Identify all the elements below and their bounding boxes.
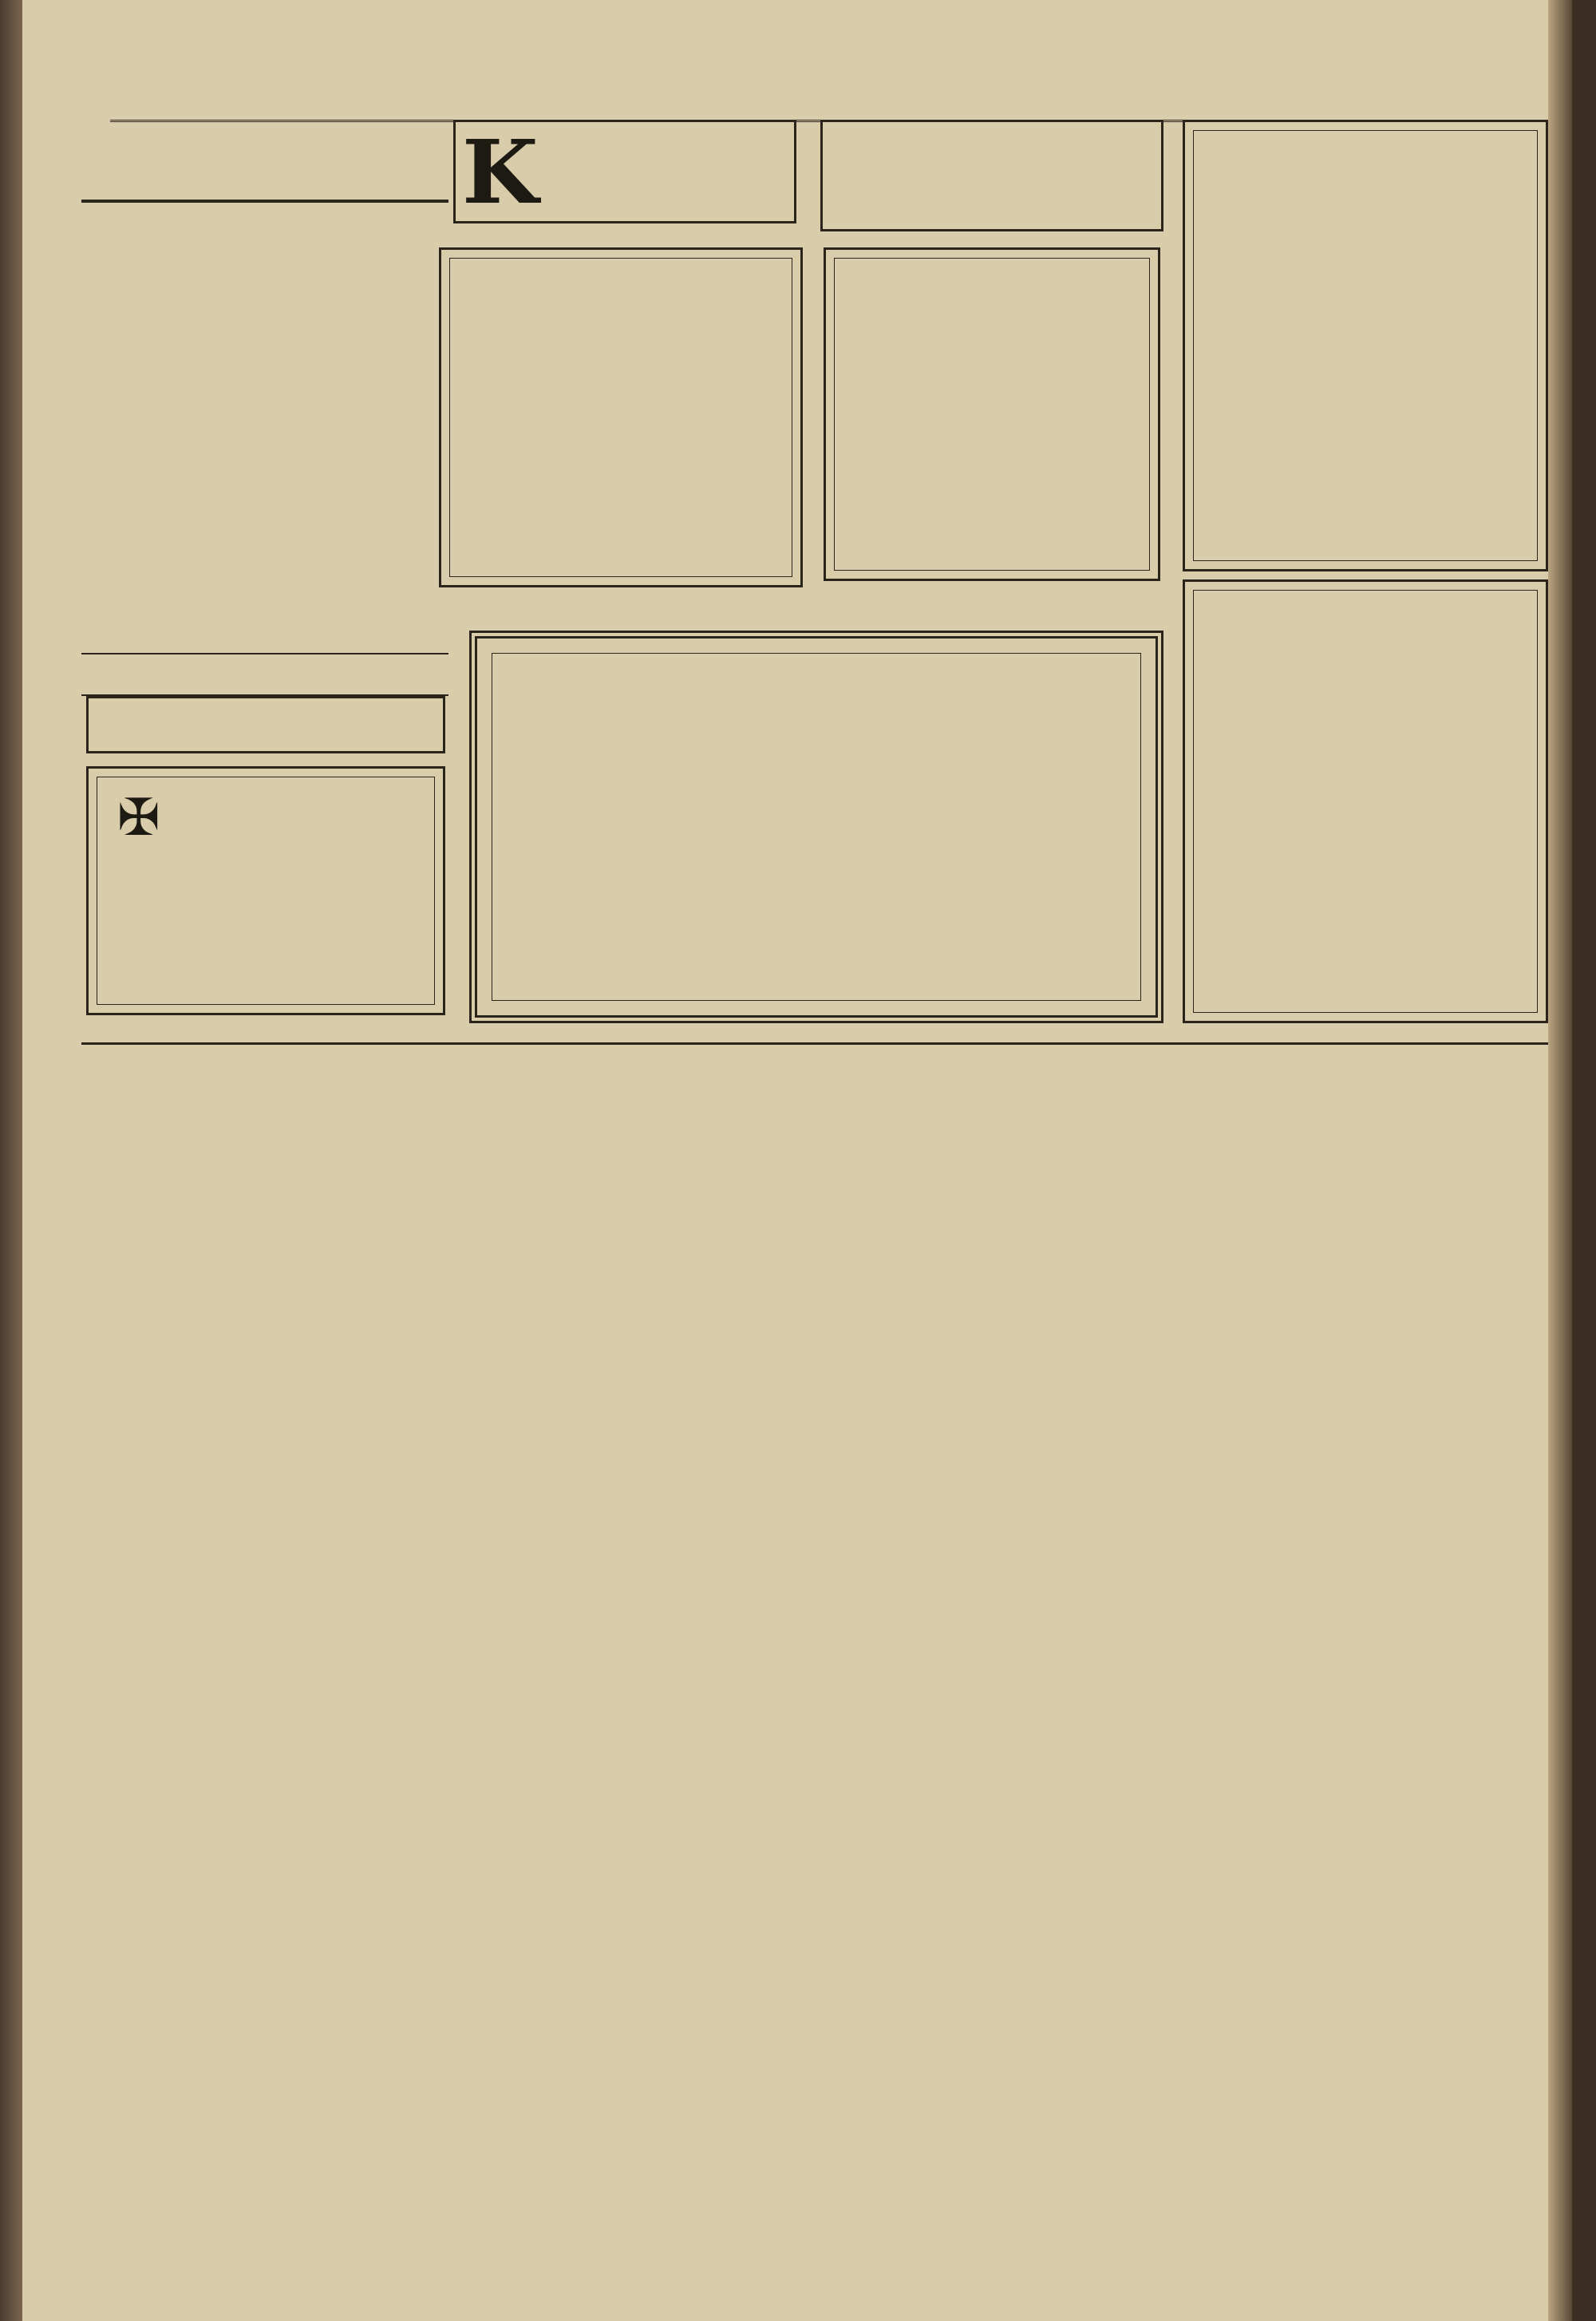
obituary-anna-fried xyxy=(469,631,1163,1023)
page-edge xyxy=(1548,0,1572,2321)
market-report-column xyxy=(81,128,448,654)
ad-seelig-birth xyxy=(820,120,1163,231)
kristall-initial-k: K xyxy=(462,121,539,223)
ad-kristall-palast xyxy=(453,120,796,223)
obituary-furchheimer xyxy=(86,766,445,1015)
ad-mosheim xyxy=(86,696,445,753)
ad-halle-hotel xyxy=(81,653,448,696)
newspaper-page xyxy=(22,0,1572,2321)
obituary-siegfried-simon-family xyxy=(439,247,803,587)
editorial-end xyxy=(81,200,448,203)
iron-cross-icon: ✠ xyxy=(117,789,160,848)
obituary-frieda-rothschild xyxy=(1183,579,1548,1023)
book-spine xyxy=(0,0,22,2321)
obituary-hermann-rehm xyxy=(1183,120,1548,571)
obituary-siegfried-simon-brother xyxy=(824,247,1160,581)
classifieds-top-rule xyxy=(81,1042,1548,1045)
page-header xyxy=(110,89,1524,122)
